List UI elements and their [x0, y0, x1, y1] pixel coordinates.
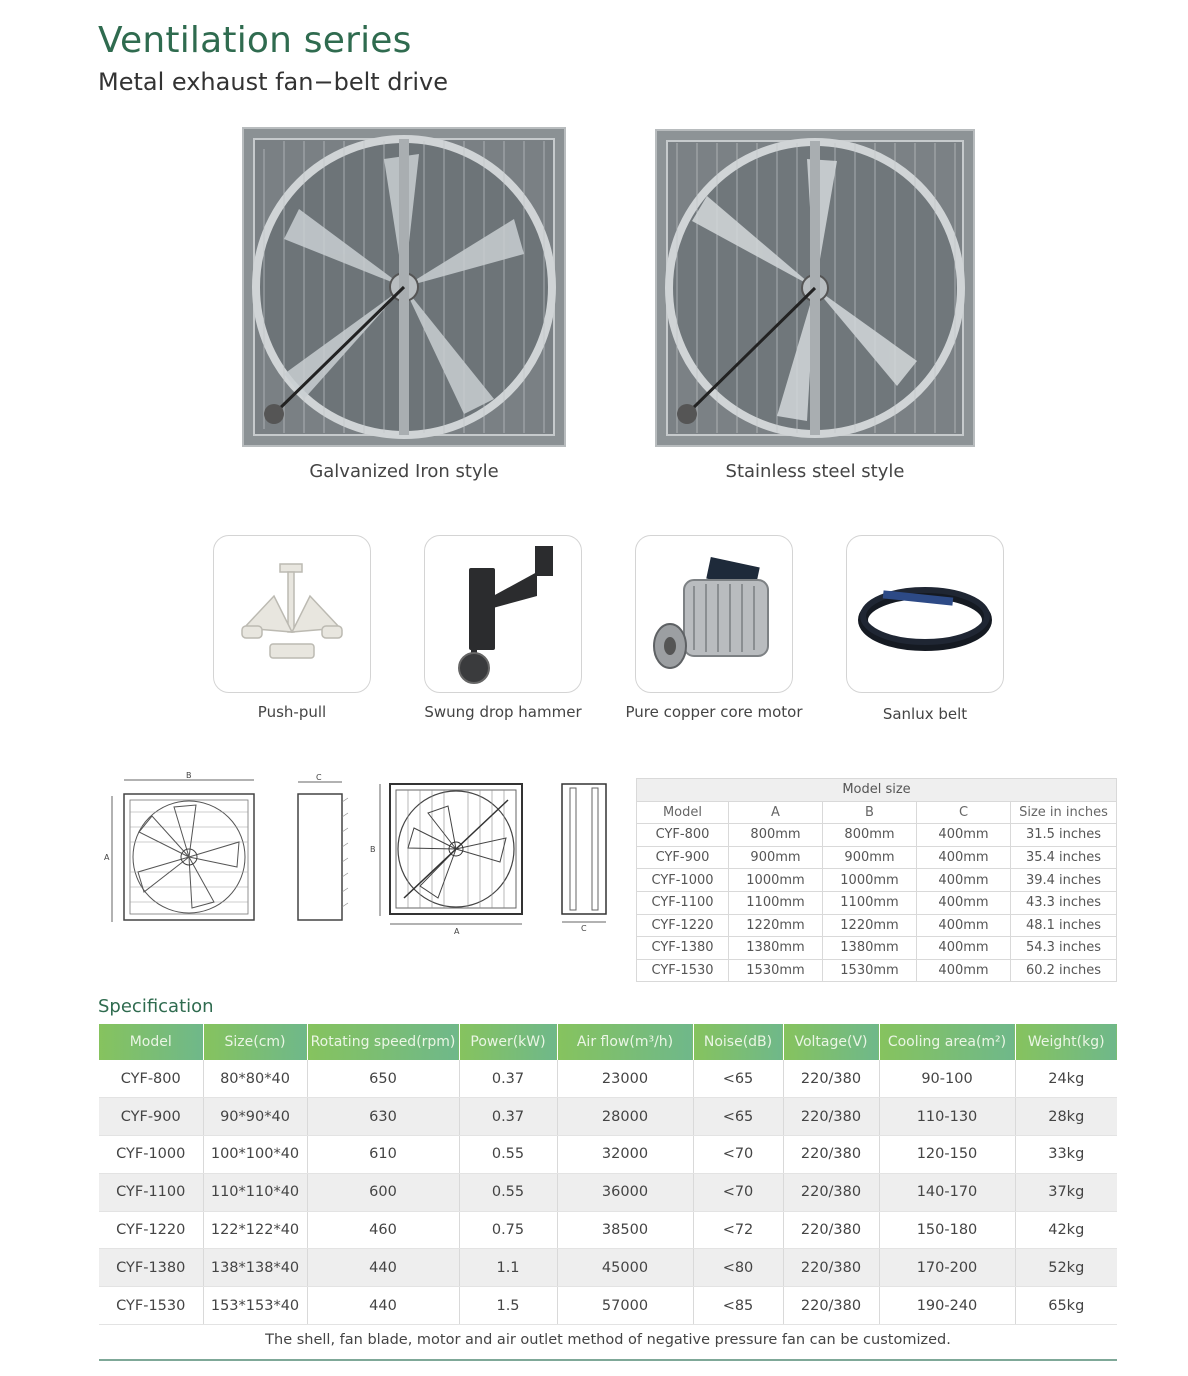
table-row — [99, 1136, 1117, 1174]
table-cell: 43.3 inches — [1011, 891, 1117, 914]
table-cell: 60.2 inches — [1011, 959, 1117, 982]
accessory-caption: Push-pull — [257, 703, 327, 721]
table-cell: 800mm — [729, 824, 823, 847]
table-row — [99, 1098, 1117, 1136]
dimension-label: C — [316, 773, 322, 782]
table-cell: CYF-900 — [637, 846, 729, 869]
table-cell: 1.1 — [459, 1249, 557, 1287]
table-cell: 31.5 inches — [1011, 824, 1117, 847]
table-cell: 57000 — [557, 1287, 693, 1325]
table-cell: CYF-800 — [99, 1060, 203, 1098]
dimension-label: A — [104, 853, 110, 862]
table-cell: 900mm — [729, 846, 823, 869]
table-row — [637, 914, 1117, 937]
table-cell: 610 — [307, 1136, 459, 1174]
fan-galvanized — [242, 127, 566, 487]
table-cell: CYF-1220 — [99, 1211, 203, 1249]
drop-hammer-image — [425, 536, 581, 692]
column-header: Cooling area(m²) — [879, 1024, 1015, 1060]
table-cell: CYF-1000 — [99, 1136, 203, 1174]
fan-stainless — [655, 129, 975, 487]
table-cell: 32000 — [557, 1136, 693, 1174]
table-cell: 100*100*40 — [203, 1136, 307, 1174]
specification-body — [99, 1060, 1117, 1325]
page-subtitle: Metal exhaust fan−belt drive — [98, 68, 449, 96]
accessory-caption: Pure copper core motor — [625, 703, 803, 721]
table-cell: 1.5 — [459, 1287, 557, 1325]
table-cell: 220/380 — [783, 1098, 879, 1136]
push-pull-mechanism-image — [214, 536, 370, 692]
table-cell: 400mm — [917, 869, 1011, 892]
table-cell: 1530mm — [823, 959, 917, 982]
table-cell: 170-200 — [879, 1249, 1015, 1287]
table-cell: 440 — [307, 1249, 459, 1287]
column-header: Size(cm) — [203, 1024, 307, 1060]
accessory-caption: Sanlux belt — [882, 705, 968, 723]
table-cell: 33kg — [1015, 1136, 1117, 1174]
column-header: Model — [99, 1024, 203, 1060]
table-cell: 120-150 — [879, 1136, 1015, 1174]
table-row — [637, 959, 1117, 982]
table-cell: 90-100 — [879, 1060, 1015, 1098]
table-cell: <70 — [693, 1136, 783, 1174]
belt-image — [847, 536, 1003, 692]
model-size-title: Model size — [637, 779, 1117, 802]
table-cell: 400mm — [917, 846, 1011, 869]
column-header: Weight(kg) — [1015, 1024, 1117, 1060]
table-cell: <85 — [693, 1287, 783, 1325]
table-cell: 110*110*40 — [203, 1173, 307, 1211]
table-cell: 400mm — [917, 937, 1011, 960]
table-cell: 1380mm — [729, 937, 823, 960]
table-cell: 400mm — [917, 824, 1011, 847]
table-cell: 0.37 — [459, 1060, 557, 1098]
table-cell: CYF-1000 — [637, 869, 729, 892]
column-header: B — [823, 801, 917, 824]
table-row — [99, 1211, 1117, 1249]
table-cell: 28000 — [557, 1098, 693, 1136]
table-row — [99, 1060, 1117, 1098]
dimension-label: A — [454, 927, 460, 936]
table-cell: 122*122*40 — [203, 1211, 307, 1249]
accessory-push-pull — [213, 535, 371, 693]
table-cell: CYF-1100 — [99, 1173, 203, 1211]
table-cell: 42kg — [1015, 1211, 1117, 1249]
accessory-motor — [635, 535, 793, 693]
table-cell: 80*80*40 — [203, 1060, 307, 1098]
column-header: Voltage(V) — [783, 1024, 879, 1060]
table-cell: 0.37 — [459, 1098, 557, 1136]
column-header: Air flow(m³/h) — [557, 1024, 693, 1060]
column-header: A — [729, 801, 823, 824]
column-header: Model — [637, 801, 729, 824]
table-cell: 28kg — [1015, 1098, 1117, 1136]
table-cell: 48.1 inches — [1011, 914, 1117, 937]
table-cell: CYF-1380 — [637, 937, 729, 960]
table-cell: 39.4 inches — [1011, 869, 1117, 892]
specification-label: Specification — [98, 996, 214, 1017]
fan-caption: Galvanized Iron style — [309, 461, 499, 482]
table-cell: <65 — [693, 1060, 783, 1098]
table-cell: 1220mm — [729, 914, 823, 937]
table-cell: CYF-900 — [99, 1098, 203, 1136]
table-row — [637, 937, 1117, 960]
table-cell: 1100mm — [729, 891, 823, 914]
table-cell: 900mm — [823, 846, 917, 869]
table-cell: 1100mm — [823, 891, 917, 914]
table-cell: 1380mm — [823, 937, 917, 960]
table-cell: <72 — [693, 1211, 783, 1249]
table-cell: CYF-1530 — [99, 1287, 203, 1325]
exhaust-fan-image — [242, 127, 566, 447]
table-row — [99, 1173, 1117, 1211]
table-cell: 190-240 — [879, 1287, 1015, 1325]
customization-note: The shell, fan blade, motor and air outlet method of negative pressure fan can be customized. — [265, 1332, 951, 1348]
table-cell: 23000 — [557, 1060, 693, 1098]
technical-drawing-front — [104, 772, 260, 928]
table-cell: 36000 — [557, 1173, 693, 1211]
table-cell: 650 — [307, 1060, 459, 1098]
table-cell: 138*138*40 — [203, 1249, 307, 1287]
table-cell: 400mm — [917, 959, 1011, 982]
table-cell: 220/380 — [783, 1249, 879, 1287]
table-cell: 400mm — [917, 891, 1011, 914]
table-cell: 220/380 — [783, 1287, 879, 1325]
technical-drawing-edge — [556, 780, 612, 932]
table-cell: 45000 — [557, 1249, 693, 1287]
table-cell: 800mm — [823, 824, 917, 847]
table-cell: 1220mm — [823, 914, 917, 937]
motor-image — [636, 536, 792, 692]
table-cell: <70 — [693, 1173, 783, 1211]
column-header: C — [917, 801, 1011, 824]
table-row — [637, 891, 1117, 914]
table-cell: 35.4 inches — [1011, 846, 1117, 869]
column-header: Size in inches — [1011, 801, 1117, 824]
table-cell: 440 — [307, 1287, 459, 1325]
table-cell: 0.55 — [459, 1136, 557, 1174]
table-cell: 400mm — [917, 914, 1011, 937]
table-cell: 1000mm — [823, 869, 917, 892]
table-cell: 38500 — [557, 1211, 693, 1249]
table-cell: 220/380 — [783, 1211, 879, 1249]
fan-caption: Stainless steel style — [725, 461, 905, 482]
table-cell: 0.55 — [459, 1173, 557, 1211]
table-cell: 600 — [307, 1173, 459, 1211]
table-cell: 220/380 — [783, 1060, 879, 1098]
accessory-belt — [846, 535, 1004, 693]
dimension-label: B — [186, 772, 192, 780]
table-cell: 65kg — [1015, 1287, 1117, 1325]
column-header: Rotating speed(rpm) — [307, 1024, 459, 1060]
table-cell: CYF-1100 — [637, 891, 729, 914]
table-cell: <65 — [693, 1098, 783, 1136]
table-row — [99, 1249, 1117, 1287]
column-header: Noise(dB) — [693, 1024, 783, 1060]
table-cell: 1000mm — [729, 869, 823, 892]
table-row — [637, 824, 1117, 847]
model-size-table — [636, 778, 1117, 982]
table-cell: 37kg — [1015, 1173, 1117, 1211]
table-cell: 220/380 — [783, 1136, 879, 1174]
table-cell: 150-180 — [879, 1211, 1015, 1249]
table-cell: 110-130 — [879, 1098, 1015, 1136]
technical-drawing-back — [368, 778, 532, 936]
table-cell: 630 — [307, 1098, 459, 1136]
column-header: Power(kW) — [459, 1024, 557, 1060]
table-cell: CYF-1530 — [637, 959, 729, 982]
table-cell: 460 — [307, 1211, 459, 1249]
table-cell: 52kg — [1015, 1249, 1117, 1287]
table-cell: 220/380 — [783, 1173, 879, 1211]
table-cell: CYF-800 — [637, 824, 729, 847]
table-row — [637, 846, 1117, 869]
page-title: Ventilation series — [98, 20, 412, 61]
accessory-drop-hammer — [424, 535, 582, 693]
table-cell: 24kg — [1015, 1060, 1117, 1098]
table-cell: 140-170 — [879, 1173, 1015, 1211]
table-cell: 90*90*40 — [203, 1098, 307, 1136]
accessory-caption: Swung drop hammer — [424, 703, 582, 721]
technical-drawing-side — [290, 772, 350, 928]
table-row — [637, 869, 1117, 892]
table-cell: 153*153*40 — [203, 1287, 307, 1325]
divider — [99, 1359, 1117, 1361]
model-size-body — [637, 824, 1117, 982]
specification-table — [99, 1024, 1117, 1325]
table-cell: CYF-1220 — [637, 914, 729, 937]
table-cell: 54.3 inches — [1011, 937, 1117, 960]
table-cell: CYF-1380 — [99, 1249, 203, 1287]
table-row — [99, 1287, 1117, 1325]
table-cell: <80 — [693, 1249, 783, 1287]
dimension-label: C — [581, 924, 587, 932]
dimension-label: B — [370, 845, 376, 854]
exhaust-fan-image — [655, 129, 975, 447]
table-cell: 1530mm — [729, 959, 823, 982]
table-cell: 0.75 — [459, 1211, 557, 1249]
